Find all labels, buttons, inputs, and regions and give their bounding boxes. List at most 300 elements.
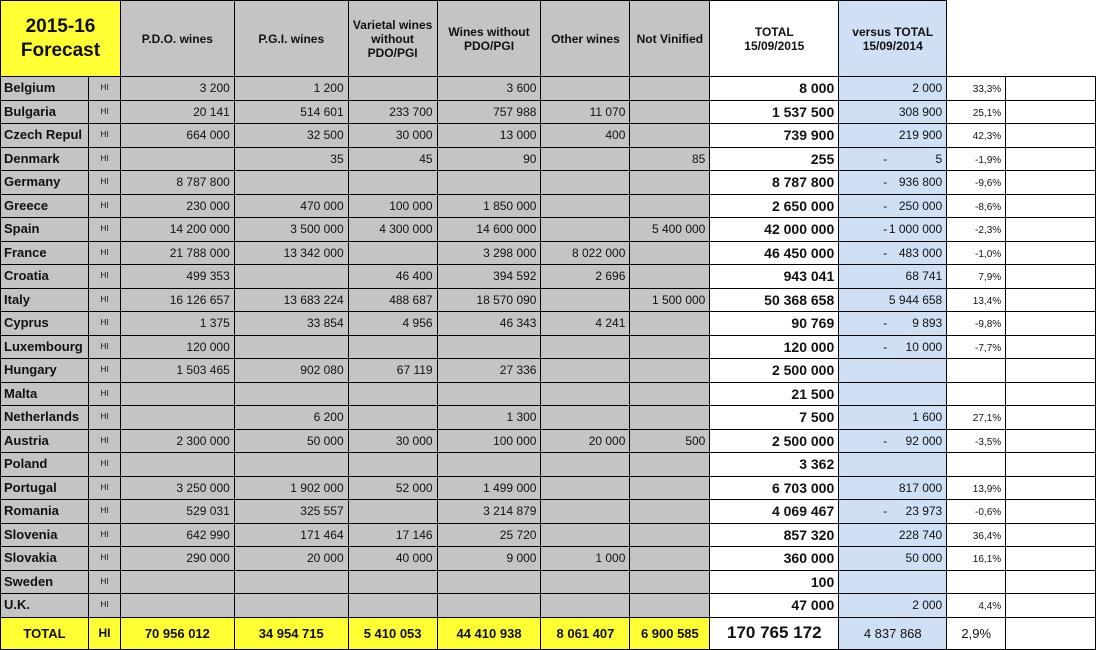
versus-cell[interactable] <box>839 147 947 171</box>
varietal-cell[interactable]: 30 000 <box>348 124 437 148</box>
pdo-cell[interactable]: 642 990 <box>120 523 234 547</box>
empty-cell[interactable] <box>1006 312 1096 336</box>
varietal-cell[interactable] <box>348 570 437 594</box>
pgi-cell[interactable]: 1 902 000 <box>234 476 348 500</box>
unit-cell[interactable]: HI <box>88 265 120 289</box>
notvin-cell[interactable] <box>630 194 710 218</box>
pgi-cell[interactable]: 13 683 224 <box>234 288 348 312</box>
pdo-cell[interactable]: 529 031 <box>120 500 234 524</box>
pct-cell[interactable] <box>947 570 1006 594</box>
versus-cell[interactable]: 68 741 <box>839 265 947 289</box>
without-cell[interactable] <box>437 382 541 406</box>
varietal-cell[interactable] <box>348 500 437 524</box>
country-cell[interactable]: France <box>1 241 89 265</box>
pdo-cell[interactable]: 8 787 800 <box>120 171 234 195</box>
pgi-cell[interactable]: 902 080 <box>234 359 348 383</box>
versus-cell[interactable] <box>839 171 947 195</box>
country-cell[interactable]: Spain <box>1 218 89 242</box>
without-cell[interactable] <box>437 594 541 618</box>
unit-cell[interactable]: HI <box>88 241 120 265</box>
unit-cell[interactable]: HI <box>88 77 120 101</box>
pgi-cell[interactable] <box>234 453 348 477</box>
notvin-cell[interactable]: 500 <box>630 429 710 453</box>
varietal-cell[interactable]: 488 687 <box>348 288 437 312</box>
pct-cell[interactable]: -2,3% <box>947 218 1006 242</box>
without-cell[interactable] <box>437 171 541 195</box>
notvin-cell[interactable] <box>630 476 710 500</box>
without-cell[interactable]: 100 000 <box>437 429 541 453</box>
total-label-cell[interactable]: TOTAL <box>1 617 89 649</box>
without-cell[interactable] <box>437 570 541 594</box>
notvin-cell[interactable] <box>630 570 710 594</box>
empty-cell[interactable] <box>1006 547 1096 571</box>
without-cell[interactable]: 1 499 000 <box>437 476 541 500</box>
without-cell[interactable]: 3 214 879 <box>437 500 541 524</box>
pct-cell[interactable]: 42,3% <box>947 124 1006 148</box>
notvin-cell[interactable]: 5 400 000 <box>630 218 710 242</box>
versus-cell[interactable] <box>839 500 947 524</box>
country-cell[interactable]: Czech Repul <box>1 124 89 148</box>
total-cell[interactable]: 4 069 467 <box>710 500 839 524</box>
table-row <box>1 147 1096 171</box>
varietal-cell[interactable]: 4 956 <box>348 312 437 336</box>
unit-cell[interactable]: HI <box>88 500 120 524</box>
pct-cell[interactable]: 13,9% <box>947 476 1006 500</box>
without-cell[interactable]: 18 570 090 <box>437 288 541 312</box>
pct-cell[interactable]: -9,8% <box>947 312 1006 336</box>
pdo-cell[interactable] <box>120 570 234 594</box>
other-cell[interactable] <box>541 218 630 242</box>
notvin-cell[interactable] <box>630 100 710 124</box>
empty-cell[interactable] <box>1006 241 1096 265</box>
empty-cell[interactable] <box>1006 453 1096 477</box>
versus-cell[interactable] <box>839 570 947 594</box>
country-cell[interactable]: Croatia <box>1 265 89 289</box>
country-cell[interactable]: Austria <box>1 429 89 453</box>
total-cell[interactable]: 360 000 <box>710 547 839 571</box>
unit-cell[interactable]: HI <box>88 147 120 171</box>
total-cell[interactable]: 100 <box>710 570 839 594</box>
versus-cell[interactable]: 228 740 <box>839 523 947 547</box>
other-cell[interactable] <box>541 382 630 406</box>
other-cell[interactable] <box>541 288 630 312</box>
empty-cell[interactable] <box>1006 100 1096 124</box>
pct-cell[interactable] <box>947 382 1006 406</box>
versus-cell[interactable] <box>839 359 947 383</box>
unit-cell[interactable]: HI <box>88 171 120 195</box>
varietal-cell[interactable] <box>348 406 437 430</box>
total-versus-cell[interactable]: 4 837 868 <box>839 617 947 649</box>
other-cell[interactable] <box>541 359 630 383</box>
other-cell[interactable] <box>541 406 630 430</box>
total-cell[interactable]: 47 000 <box>710 594 839 618</box>
country-cell[interactable]: Greece <box>1 194 89 218</box>
unit-cell[interactable]: HI <box>88 335 120 359</box>
varietal-cell[interactable]: 100 000 <box>348 194 437 218</box>
versus-cell[interactable] <box>839 218 947 242</box>
total-other-cell[interactable]: 8 061 407 <box>541 617 630 649</box>
notvin-cell[interactable] <box>630 265 710 289</box>
pgi-cell[interactable]: 514 601 <box>234 100 348 124</box>
empty-cell[interactable] <box>1006 288 1096 312</box>
pct-cell[interactable]: -0,6% <box>947 500 1006 524</box>
varietal-cell[interactable]: 40 000 <box>348 547 437 571</box>
total-cell[interactable]: 943 041 <box>710 265 839 289</box>
varietal-cell[interactable] <box>348 382 437 406</box>
without-cell[interactable]: 90 <box>437 147 541 171</box>
total-pct-cell[interactable]: 2,9% <box>947 617 1006 649</box>
title-word: Forecast <box>20 39 101 61</box>
notvin-cell[interactable] <box>630 406 710 430</box>
versus-cell[interactable]: 2 000 <box>839 594 947 618</box>
unit-cell[interactable]: HI <box>88 218 120 242</box>
versus-cell[interactable] <box>839 335 947 359</box>
empty-cell[interactable] <box>1006 265 1096 289</box>
pct-cell[interactable] <box>947 453 1006 477</box>
pct-cell[interactable] <box>947 359 1006 383</box>
pct-cell[interactable]: 25,1% <box>947 100 1006 124</box>
versus-cell[interactable] <box>839 453 947 477</box>
other-cell[interactable]: 4 241 <box>541 312 630 336</box>
varietal-cell[interactable]: 17 146 <box>348 523 437 547</box>
col-header-notvin[interactable]: Not Vinified <box>630 1 710 77</box>
empty-cell[interactable] <box>1006 147 1096 171</box>
without-cell[interactable]: 757 988 <box>437 100 541 124</box>
unit-cell[interactable]: HI <box>88 312 120 336</box>
country-cell[interactable]: Slovenia <box>1 523 89 547</box>
unit-cell[interactable]: HI <box>88 194 120 218</box>
other-cell[interactable] <box>541 500 630 524</box>
pgi-cell[interactable]: 50 000 <box>234 429 348 453</box>
pgi-cell[interactable]: 6 200 <box>234 406 348 430</box>
notvin-cell[interactable] <box>630 594 710 618</box>
country-cell[interactable]: Portugal <box>1 476 89 500</box>
pdo-cell[interactable]: 3 250 000 <box>120 476 234 500</box>
pdo-cell[interactable] <box>120 147 234 171</box>
pdo-cell[interactable]: 14 200 000 <box>120 218 234 242</box>
without-cell[interactable]: 13 000 <box>437 124 541 148</box>
pdo-cell[interactable]: 664 000 <box>120 124 234 148</box>
varietal-cell[interactable]: 45 <box>348 147 437 171</box>
varietal-cell[interactable] <box>348 335 437 359</box>
pct-cell[interactable]: 13,4% <box>947 288 1006 312</box>
total-cell[interactable]: 46 450 000 <box>710 241 839 265</box>
other-cell[interactable]: 1 000 <box>541 547 630 571</box>
pct-cell[interactable]: 7,9% <box>947 265 1006 289</box>
col-header-pgi[interactable]: P.G.I. wines <box>234 1 348 77</box>
pct-cell[interactable]: -1,0% <box>947 241 1006 265</box>
unit-cell[interactable]: HI <box>88 476 120 500</box>
unit-cell[interactable]: HI <box>88 382 120 406</box>
country-cell[interactable]: Romania <box>1 500 89 524</box>
pdo-cell[interactable]: 230 000 <box>120 194 234 218</box>
without-cell[interactable]: 394 592 <box>437 265 541 289</box>
pgi-cell[interactable]: 32 500 <box>234 124 348 148</box>
empty-cell[interactable] <box>1006 218 1096 242</box>
other-cell[interactable]: 11 070 <box>541 100 630 124</box>
country-cell[interactable]: Luxembourg <box>1 335 89 359</box>
other-cell[interactable] <box>541 594 630 618</box>
empty-cell[interactable] <box>1006 617 1096 649</box>
pgi-cell[interactable]: 325 557 <box>234 500 348 524</box>
unit-cell[interactable]: HI <box>88 406 120 430</box>
varietal-cell[interactable]: 30 000 <box>348 429 437 453</box>
empty-cell[interactable] <box>1006 523 1096 547</box>
unit-cell[interactable]: HI <box>88 288 120 312</box>
empty-cell[interactable] <box>1006 359 1096 383</box>
without-cell[interactable]: 1 300 <box>437 406 541 430</box>
varietal-cell[interactable]: 233 700 <box>348 100 437 124</box>
pgi-cell[interactable]: 13 342 000 <box>234 241 348 265</box>
country-cell[interactable]: Cyprus <box>1 312 89 336</box>
total-cell[interactable]: 8 000 <box>710 77 839 101</box>
notvin-cell[interactable] <box>630 500 710 524</box>
other-cell[interactable] <box>541 453 630 477</box>
pdo-cell[interactable] <box>120 382 234 406</box>
other-cell[interactable] <box>541 77 630 101</box>
pdo-cell[interactable] <box>120 406 234 430</box>
versus-cell[interactable]: 308 900 <box>839 100 947 124</box>
total-cell[interactable]: 120 000 <box>710 335 839 359</box>
pct-cell[interactable]: -9,6% <box>947 171 1006 195</box>
pdo-cell[interactable]: 20 141 <box>120 100 234 124</box>
notvin-cell[interactable] <box>630 312 710 336</box>
varietal-cell[interactable]: 4 300 000 <box>348 218 437 242</box>
table-row <box>1 77 1096 101</box>
col-header-varietal[interactable]: Varietal wines without PDO/PGI <box>348 1 437 77</box>
versus-cell[interactable] <box>839 382 947 406</box>
country-cell[interactable]: Slovakia <box>1 547 89 571</box>
without-cell[interactable]: 25 720 <box>437 523 541 547</box>
pdo-cell[interactable]: 16 126 657 <box>120 288 234 312</box>
versus-cell[interactable]: 50 000 <box>839 547 947 571</box>
total-varietal-cell[interactable]: 5 410 053 <box>348 617 437 649</box>
pgi-cell[interactable] <box>234 570 348 594</box>
total-notvin-cell[interactable]: 6 900 585 <box>630 617 710 649</box>
other-cell[interactable] <box>541 476 630 500</box>
pct-cell[interactable]: 4,4% <box>947 594 1006 618</box>
pct-cell[interactable]: -3,5% <box>947 429 1006 453</box>
empty-cell[interactable] <box>1006 194 1096 218</box>
without-cell[interactable] <box>437 453 541 477</box>
total-cell[interactable]: 42 000 000 <box>710 218 839 242</box>
country-cell[interactable]: Belgium <box>1 77 89 101</box>
empty-cell[interactable] <box>1006 476 1096 500</box>
pgi-cell[interactable]: 171 464 <box>234 523 348 547</box>
total-cell[interactable]: 739 900 <box>710 124 839 148</box>
without-cell[interactable]: 3 600 <box>437 77 541 101</box>
unit-cell[interactable]: HI <box>88 359 120 383</box>
pct-cell[interactable]: -8,6% <box>947 194 1006 218</box>
total-cell[interactable]: 50 368 658 <box>710 288 839 312</box>
pdo-cell[interactable]: 290 000 <box>120 547 234 571</box>
total-cell[interactable]: 8 787 800 <box>710 171 839 195</box>
empty-cell[interactable] <box>1006 335 1096 359</box>
country-cell[interactable]: Bulgaria <box>1 100 89 124</box>
without-cell[interactable]: 3 298 000 <box>437 241 541 265</box>
notvin-cell[interactable]: 85 <box>630 147 710 171</box>
col-header-other[interactable]: Other wines <box>541 1 630 77</box>
pdo-cell[interactable]: 3 200 <box>120 77 234 101</box>
pct-cell[interactable]: 27,1% <box>947 406 1006 430</box>
unit-cell[interactable]: HI <box>88 570 120 594</box>
pgi-cell[interactable] <box>234 335 348 359</box>
total-without-cell[interactable]: 44 410 938 <box>437 617 541 649</box>
varietal-cell[interactable] <box>348 77 437 101</box>
pdo-cell[interactable] <box>120 453 234 477</box>
pdo-cell[interactable]: 2 300 000 <box>120 429 234 453</box>
total-cell[interactable]: 2 500 000 <box>710 359 839 383</box>
col-header-total[interactable] <box>710 1 839 77</box>
pgi-cell[interactable] <box>234 171 348 195</box>
total-cell[interactable]: 7 500 <box>710 406 839 430</box>
pdo-cell[interactable]: 120 000 <box>120 335 234 359</box>
table-row <box>1 312 1096 336</box>
other-cell[interactable] <box>541 335 630 359</box>
total-cell[interactable]: 3 362 <box>710 453 839 477</box>
other-cell[interactable] <box>541 194 630 218</box>
other-cell[interactable]: 8 022 000 <box>541 241 630 265</box>
without-cell[interactable]: 9 000 <box>437 547 541 571</box>
pct-cell[interactable]: 16,1% <box>947 547 1006 571</box>
notvin-cell[interactable] <box>630 171 710 195</box>
country-cell[interactable]: Hungary <box>1 359 89 383</box>
other-cell[interactable]: 2 696 <box>541 265 630 289</box>
pdo-cell[interactable]: 21 788 000 <box>120 241 234 265</box>
notvin-cell[interactable]: 1 500 000 <box>630 288 710 312</box>
notvin-cell[interactable] <box>630 241 710 265</box>
grand-total-cell[interactable]: 170 765 172 <box>710 617 839 649</box>
varietal-cell[interactable] <box>348 453 437 477</box>
empty-cell[interactable] <box>1006 406 1096 430</box>
pgi-cell[interactable]: 1 200 <box>234 77 348 101</box>
versus-cell[interactable] <box>839 194 947 218</box>
empty-cell[interactable] <box>1006 171 1096 195</box>
total-cell[interactable]: 90 769 <box>710 312 839 336</box>
other-cell[interactable]: 400 <box>541 124 630 148</box>
unit-cell[interactable]: HI <box>88 429 120 453</box>
empty-cell[interactable] <box>1006 500 1096 524</box>
notvin-cell[interactable] <box>630 359 710 383</box>
notvin-cell[interactable] <box>630 335 710 359</box>
without-cell[interactable]: 46 343 <box>437 312 541 336</box>
pdo-cell[interactable]: 1 503 465 <box>120 359 234 383</box>
pdo-cell[interactable]: 1 375 <box>120 312 234 336</box>
versus-cell[interactable]: 5 944 658 <box>839 288 947 312</box>
versus-cell[interactable]: 1 600 <box>839 406 947 430</box>
varietal-cell[interactable] <box>348 171 437 195</box>
pgi-cell[interactable]: 470 000 <box>234 194 348 218</box>
varietal-cell[interactable] <box>348 594 437 618</box>
pgi-cell[interactable] <box>234 594 348 618</box>
country-cell[interactable]: Italy <box>1 288 89 312</box>
without-cell[interactable]: 14 600 000 <box>437 218 541 242</box>
unit-cell[interactable]: HI <box>88 523 120 547</box>
pct-cell[interactable]: 33,3% <box>947 77 1006 101</box>
total-cell[interactable]: 1 537 500 <box>710 100 839 124</box>
other-cell[interactable] <box>541 570 630 594</box>
pgi-cell[interactable] <box>234 382 348 406</box>
pgi-cell[interactable]: 3 500 000 <box>234 218 348 242</box>
country-cell[interactable]: Netherlands <box>1 406 89 430</box>
without-cell[interactable] <box>437 335 541 359</box>
total-pgi-cell[interactable]: 34 954 715 <box>234 617 348 649</box>
empty-cell[interactable] <box>1006 594 1096 618</box>
total-cell[interactable]: 255 <box>710 147 839 171</box>
versus-cell[interactable]: 219 900 <box>839 124 947 148</box>
country-cell[interactable]: Germany <box>1 171 89 195</box>
total-cell[interactable]: 2 650 000 <box>710 194 839 218</box>
pdo-cell[interactable] <box>120 594 234 618</box>
unit-cell[interactable]: HI <box>88 124 120 148</box>
pgi-cell[interactable]: 20 000 <box>234 547 348 571</box>
notvin-cell[interactable] <box>630 453 710 477</box>
country-cell[interactable]: U.K. <box>1 594 89 618</box>
country-cell[interactable]: Malta <box>1 382 89 406</box>
country-cell[interactable]: Sweden <box>1 570 89 594</box>
unit-cell[interactable]: HI <box>88 594 120 618</box>
without-cell[interactable]: 27 336 <box>437 359 541 383</box>
notvin-cell[interactable] <box>630 124 710 148</box>
notvin-cell[interactable] <box>630 523 710 547</box>
pgi-cell[interactable]: 33 854 <box>234 312 348 336</box>
varietal-cell[interactable]: 46 400 <box>348 265 437 289</box>
col-header-pdo[interactable]: P.D.O. wines <box>120 1 234 77</box>
varietal-cell[interactable]: 67 119 <box>348 359 437 383</box>
other-cell[interactable]: 20 000 <box>541 429 630 453</box>
country-cell[interactable]: Poland <box>1 453 89 477</box>
varietal-cell[interactable]: 52 000 <box>348 476 437 500</box>
other-cell[interactable] <box>541 523 630 547</box>
total-cell[interactable]: 857 320 <box>710 523 839 547</box>
total-pdo-cell[interactable]: 70 956 012 <box>120 617 234 649</box>
empty-cell[interactable] <box>1006 429 1096 453</box>
empty-cell[interactable] <box>1006 570 1096 594</box>
pct-cell[interactable]: -1,9% <box>947 147 1006 171</box>
empty-cell[interactable] <box>1006 77 1096 101</box>
empty-cell[interactable] <box>1006 382 1096 406</box>
total-cell[interactable]: 21 500 <box>710 382 839 406</box>
pdo-cell[interactable]: 499 353 <box>120 265 234 289</box>
versus-cell[interactable] <box>839 312 947 336</box>
total-unit-cell[interactable]: HI <box>88 617 120 649</box>
without-cell[interactable]: 1 850 000 <box>437 194 541 218</box>
pct-cell[interactable]: 36,4% <box>947 523 1006 547</box>
notvin-cell[interactable] <box>630 382 710 406</box>
col-header-versus[interactable] <box>839 1 947 77</box>
pct-cell[interactable]: -7,7% <box>947 335 1006 359</box>
unit-cell[interactable]: HI <box>88 453 120 477</box>
other-cell[interactable] <box>541 171 630 195</box>
versus-cell[interactable] <box>839 429 947 453</box>
varietal-cell[interactable] <box>348 241 437 265</box>
pgi-cell[interactable] <box>234 265 348 289</box>
empty-cell[interactable] <box>1006 124 1096 148</box>
notvin-cell[interactable] <box>630 547 710 571</box>
notvin-cell[interactable] <box>630 77 710 101</box>
total-cell[interactable]: 2 500 000 <box>710 429 839 453</box>
other-cell[interactable] <box>541 147 630 171</box>
unit-cell[interactable]: HI <box>88 547 120 571</box>
versus-cell[interactable]: 2 000 <box>839 77 947 101</box>
unit-cell[interactable]: HI <box>88 100 120 124</box>
pgi-cell[interactable]: 35 <box>234 147 348 171</box>
versus-cell[interactable] <box>839 241 947 265</box>
country-cell[interactable]: Denmark <box>1 147 89 171</box>
col-header-without[interactable]: Wines without PDO/PGI <box>437 1 541 77</box>
versus-cell[interactable]: 817 000 <box>839 476 947 500</box>
total-cell[interactable]: 6 703 000 <box>710 476 839 500</box>
